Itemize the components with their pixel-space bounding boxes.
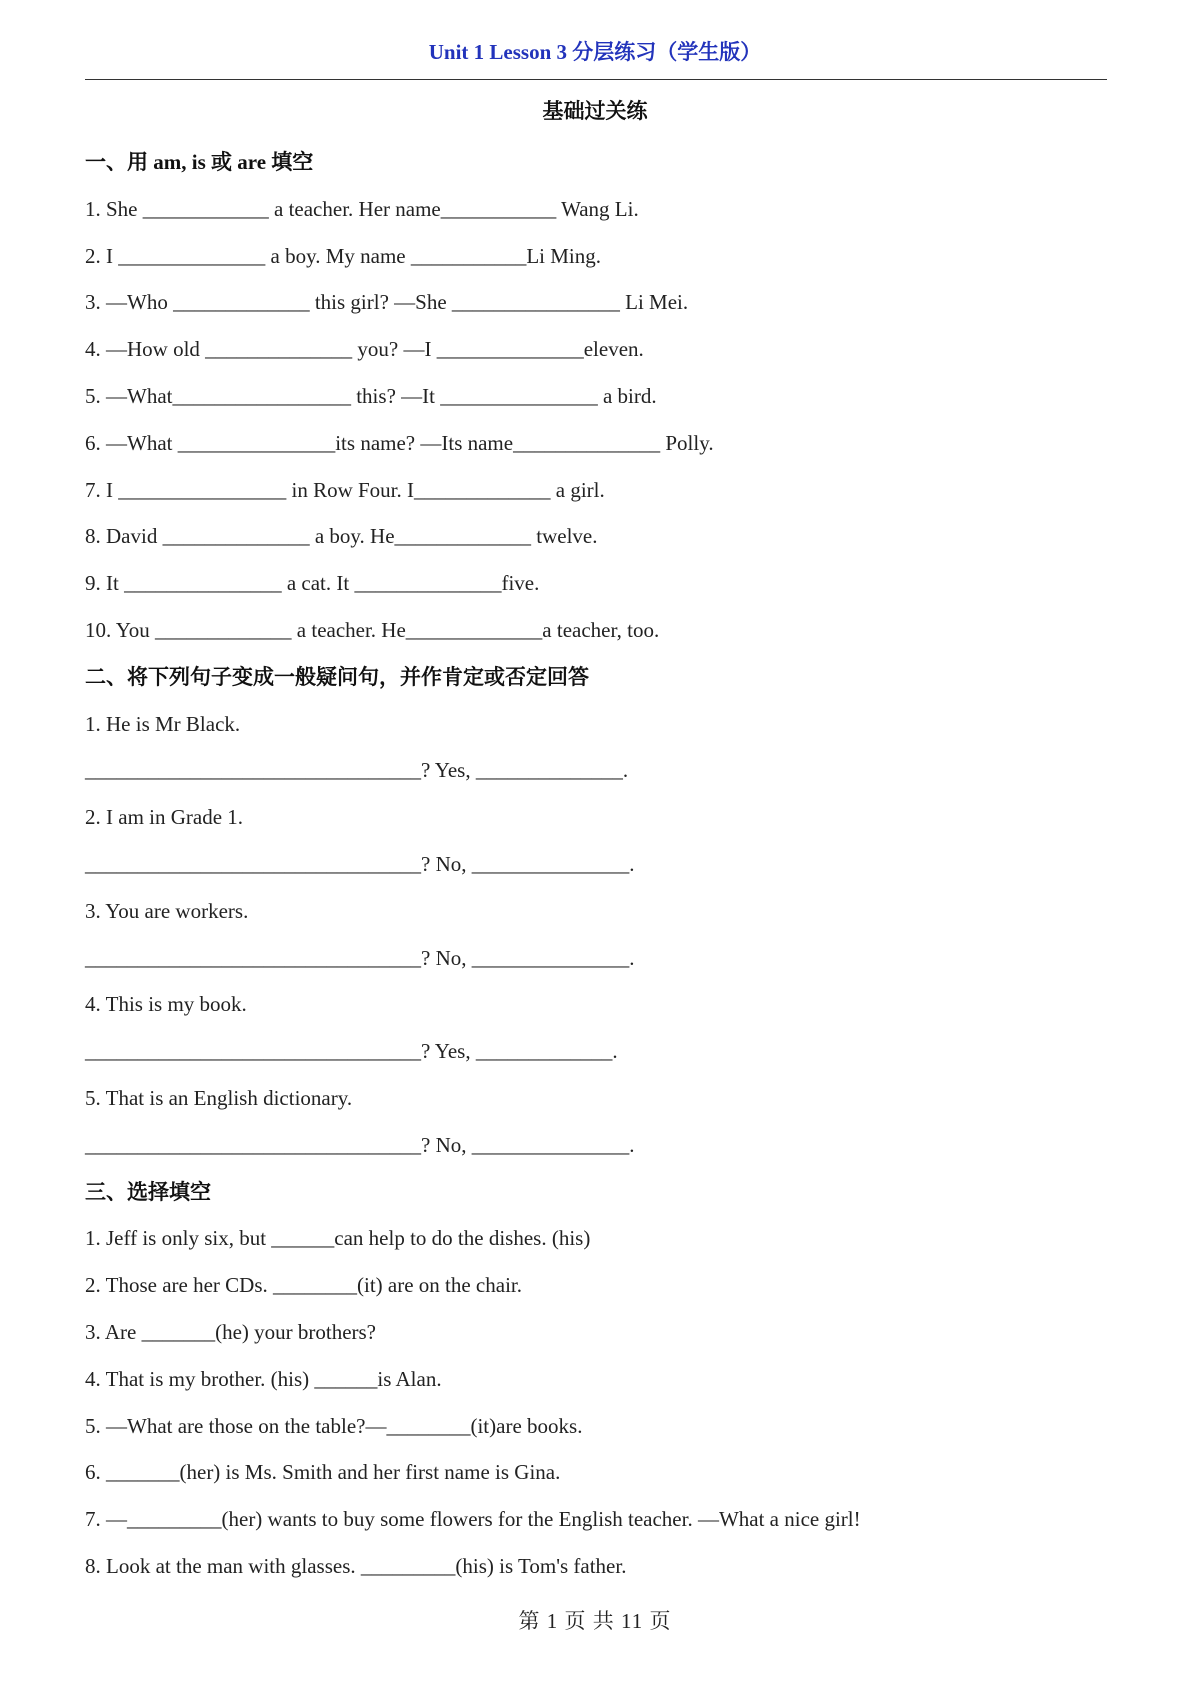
page-number-footer: 第 1 页 共 11 页: [518, 1609, 672, 1633]
page-header-title: Unit 1 Lesson 3 分层练习（学生版）: [428, 40, 762, 64]
section-2-answer-line-4: ________________________________? Yes, _____________.: [85, 1039, 618, 1064]
section-2-sentence-2: 2. I am in Grade 1.: [85, 805, 244, 830]
section-1-item-10: 10. You _____________ a teacher. He_____________a teacher, too.: [85, 617, 660, 642]
section-2-sentence-5: 5. That is an English dictionary.: [85, 1085, 353, 1110]
section-2-sentence-3: 3. You are workers.: [85, 898, 249, 923]
section-3-item-1: 1. Jeff is only six, but ______can help to do the dishes. (his): [85, 1226, 591, 1251]
section-1-item-3: 3. —Who _____________ this girl? —She ________________ Li Mei.: [85, 290, 689, 315]
section-3-heading: 三、选择填空: [85, 1179, 211, 1204]
section-2-answer-line-1: ________________________________? Yes, ______________.: [85, 758, 629, 783]
section-1-item-6: 6. —What _______________its name? —Its name______________ Polly.: [85, 430, 714, 455]
worksheet-content: [85, 139, 1125, 1590]
section-3-item-7: 7. —_________(her) wants to buy some flowers for the English teacher. —What a nice girl!: [85, 1507, 861, 1532]
section-1-item-7: 7. I ________________ in Row Four. I_____________ a girl.: [85, 477, 605, 502]
section-1-item-2: 2. I ______________ a boy. My name ___________Li Ming.: [85, 243, 602, 268]
section-3-item-3: 3. Are _______(he) your brothers?: [85, 1319, 377, 1344]
section-2-answer-line-5: ________________________________? No, _______________.: [85, 1132, 635, 1157]
section-1-item-8: 8. David ______________ a boy. He_____________ twelve.: [85, 524, 598, 549]
section-3-item-2: 2. Those are her CDs. ________(it) are on the chair.: [85, 1273, 522, 1298]
section-3-item-8: 8. Look at the man with glasses. _________(his) is Tom's father.: [85, 1553, 627, 1578]
section-3-item-5: 5. —What are those on the table?—________(it)are books.: [85, 1413, 583, 1438]
section-2-sentence-1: 1. He is Mr Black.: [85, 711, 241, 736]
section-2-answer-line-2: ________________________________? No, _______________.: [85, 851, 635, 876]
section-subtitle: 基础过关练: [542, 99, 648, 123]
section-3-item-6: 6. _______(her) is Ms. Smith and her first name is Gina.: [85, 1460, 561, 1485]
section-1-item-4: 4. —How old ______________ you? —I ______________eleven.: [85, 337, 644, 362]
header-divider: [85, 79, 1107, 80]
section-1-heading: 一、用 am, is 或 are 填空: [85, 150, 314, 174]
section-2-heading: 二、将下列句子变成一般疑问句，并作肯定或否定回答: [85, 664, 589, 689]
section-3-item-4: 4. That is my brother. (his) ______is Alan.: [85, 1366, 442, 1391]
section-1-item-5: 5. —What_________________ this? —It _______________ a bird.: [85, 383, 657, 408]
section-1-item-9: 9. It _______________ a cat. It ______________five.: [85, 571, 540, 596]
section-1-item-1: 1. She ____________ a teacher. Her name___________ Wang Li.: [85, 196, 639, 221]
section-2-sentence-4: 4. This is my book.: [85, 992, 247, 1017]
section-2-answer-line-3: ________________________________? No, _______________.: [85, 945, 635, 970]
